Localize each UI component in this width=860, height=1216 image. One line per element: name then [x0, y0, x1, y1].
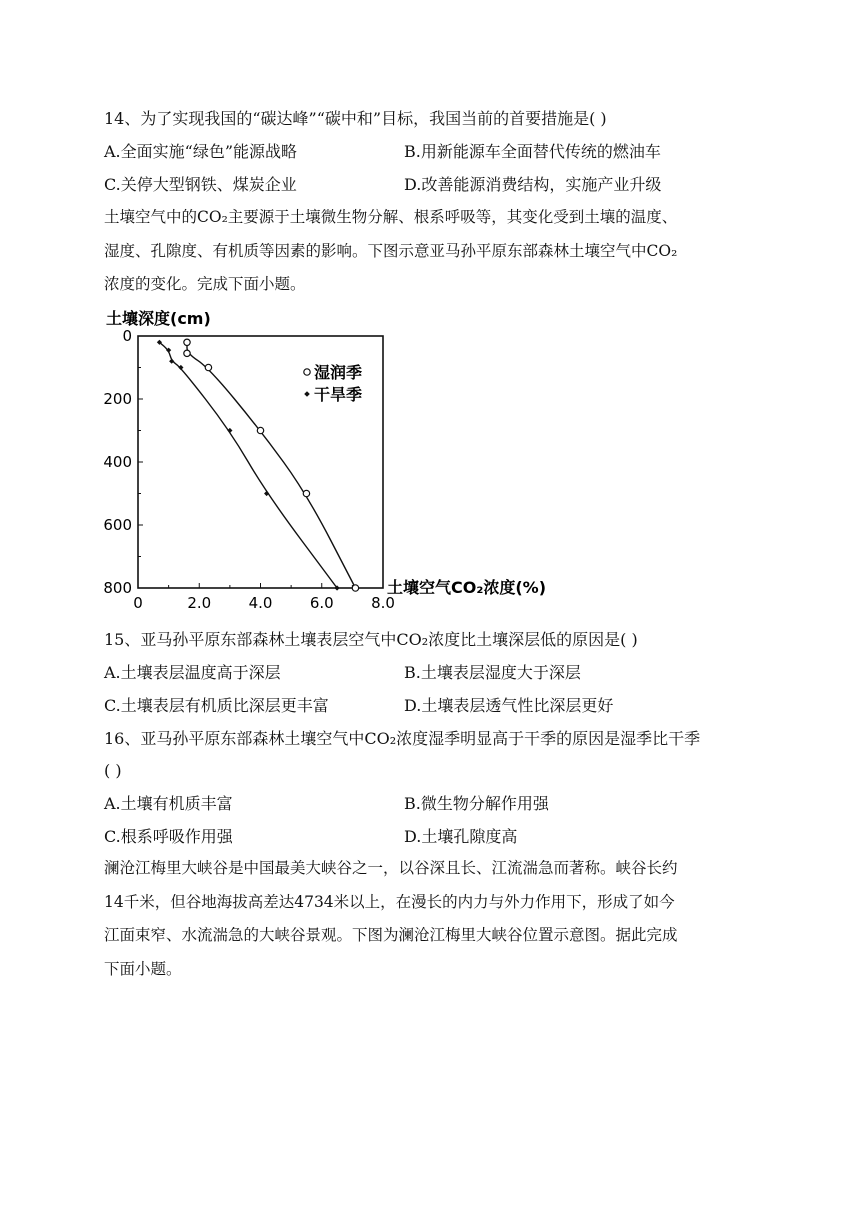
q15-option-d: D.土壤表层透气性比深层更好 [404, 696, 614, 715]
wet-season-point [303, 490, 309, 496]
dry-season-point [178, 365, 183, 370]
x-tick-label: 8.0 [371, 594, 395, 612]
wet-season-point [184, 339, 190, 345]
series-line-dry [159, 342, 337, 588]
co2-depth-chart [100, 300, 570, 620]
dry-season-point [169, 359, 174, 364]
q14-option-b: B.用新能源车全面替代传统的燃油车 [404, 142, 661, 161]
intro1-line-3: 浓度的变化。完成下面小题。 [104, 275, 306, 293]
y-tick-label: 200 [103, 390, 132, 408]
chart-xlabel: 土壤空气CO₂浓度(%) [387, 578, 547, 597]
q16-option-c: C.根系呼吸作用强 [104, 827, 233, 846]
legend-label-dry: 干旱季 [314, 385, 363, 404]
intro2-line-1: 澜沧江梅里大峡谷是中国最美大峡谷之一，以谷深且长、江流湍急而著称。峡谷长约 [104, 859, 678, 877]
x-tick-label: 2.0 [187, 594, 212, 612]
intro-paragraph-1 [104, 201, 756, 302]
intro1-line-1: 土壤空气中的CO₂主要源于土壤微生物分解、根系呼吸等，其变化受到土壤的温度、 [104, 208, 678, 226]
x-tick-label: 4.0 [248, 594, 273, 612]
x-tick-label: 6.0 [309, 594, 334, 612]
chart-svg [100, 300, 570, 620]
q14-option-c: C.关停大型钢铁、煤炭企业 [104, 175, 297, 194]
intro1-line-2: 湿度、孔隙度、有机质等因素的影响。下图示意亚马孙平原东部森林土壤空气中CO₂ [104, 241, 678, 260]
q16-option-b: B.微生物分解作用强 [404, 794, 549, 813]
legend-wet-marker [304, 369, 310, 375]
x-tick-label: 0 [133, 594, 143, 612]
q14-option-d: D.改善能源消费结构，实施产业升级 [404, 175, 662, 194]
legend-dry-marker [304, 391, 310, 397]
wet-season-point [184, 350, 190, 356]
y-tick-label: 0 [122, 327, 132, 345]
q14-option-a: A.全面实施“绿色”能源战略 [104, 142, 298, 161]
wet-season-point [352, 585, 358, 591]
intro-paragraph-2 [104, 852, 756, 986]
dry-season-point [264, 491, 269, 496]
q15-option-a: A.土壤表层温度高于深层 [104, 663, 281, 682]
q15-stem: 15、亚马孙平原东部森林土壤表层空气中CO₂浓度比土壤深层低的原因是( ) [104, 630, 638, 649]
chart-ylabel: 土壤深度(cm) [106, 309, 211, 328]
q14-stem: 14、为了实现我国的“碳达峰”“碳中和”目标，我国当前的首要措施是( ) [104, 109, 607, 128]
dry-season-point [227, 428, 232, 433]
q16-stem-line-2: ( ) [104, 761, 122, 780]
q16-option-a: A.土壤有机质丰富 [104, 794, 233, 813]
intro2-line-4: 下面小题。 [104, 959, 182, 978]
q16-option-d: D.土壤孔隙度高 [404, 827, 518, 846]
intro2-line-2: 14千米，但谷地海拔高差达4734米以上，在漫长的内力与外力作用下，形成了如今 [104, 892, 675, 911]
wet-season-point [257, 427, 263, 433]
y-tick-label: 400 [103, 453, 132, 471]
wet-season-point [205, 364, 211, 370]
y-tick-label: 800 [103, 579, 132, 597]
q15-option-c: C.土壤表层有机质比深层更丰富 [104, 696, 329, 715]
legend-label-wet: 湿润季 [314, 363, 363, 382]
y-tick-label: 600 [103, 516, 132, 534]
q15-option-b: B.土壤表层湿度大于深层 [404, 663, 581, 682]
intro2-line-3: 江面束窄、水流湍急的大峡谷景观。下图为澜沧江梅里大峡谷位置示意图。据此完成 [104, 926, 678, 944]
q16-stem-line-1: 16、亚马孙平原东部森林土壤空气中CO₂浓度湿季明显高于干季的原因是湿季比干季 [104, 729, 701, 748]
